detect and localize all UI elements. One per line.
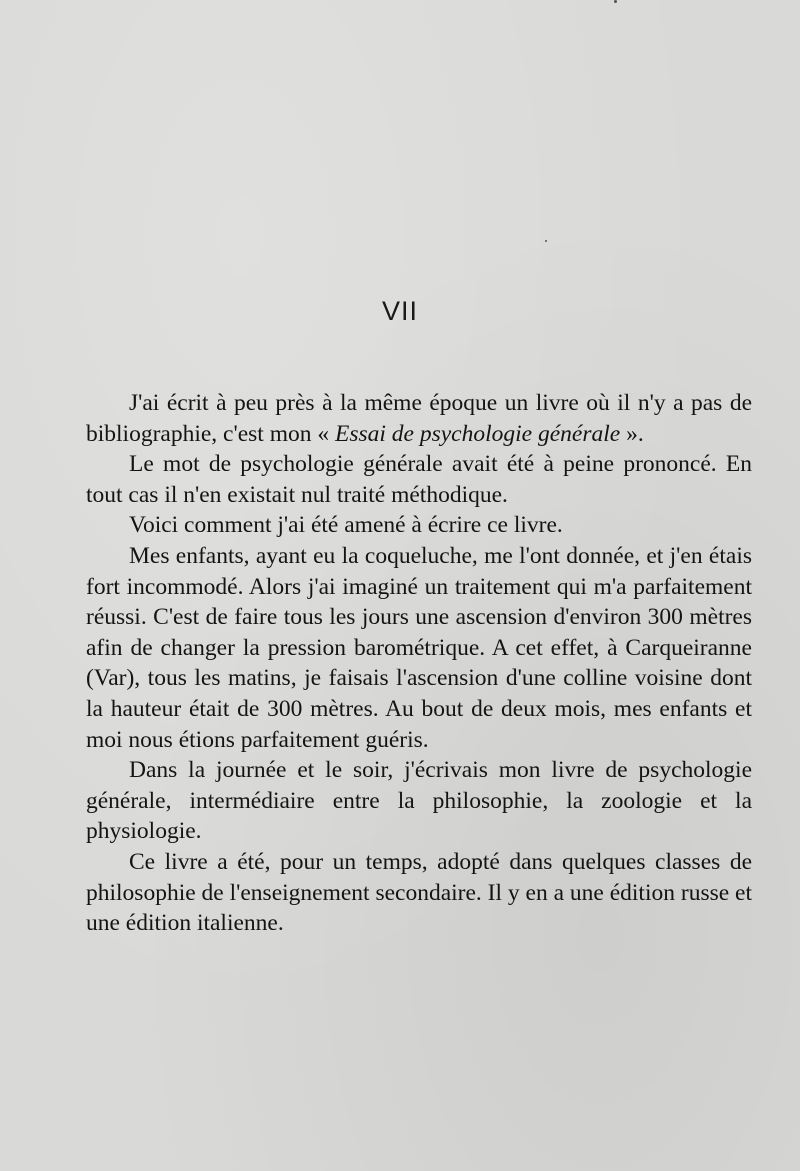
paragraph-essai [86,388,752,449]
paragraph-mot: Le mot de psychologie générale avait été à peine prononcé. En tout cas il n'en existait nul traité méthodique. [86,451,752,508]
chapter-number: VII [381,296,418,326]
chapter-body [86,388,752,939]
book-title-essai: Essai de psychologie générale [334,420,621,447]
paragraph-voici: Voici comment j'ai été amené à écrire ce livre. [129,512,563,539]
paragraph-coqueluche: Mes enfants, ayant eu la coqueluche, me l'ont donnée, et j'en étais fort incommodé. Alors j'ai imaginé un traitement qui m'a parfaitement réussi. C'est de faire tous les jours une ascension d'environ 300 mètres afin de changer la pression barométrique. A cet effet, à Carqueiranne (Var), tous les matins, je faisais l'ascension d'une colline voisine dont la hauteur était de 300 mètres. Au bout de deux mois, mes enfants et moi nous étions parfaitement guéris. [86,542,752,753]
paragraph-livre: Ce livre a été, pour un temps, adopté dans quelques classes de philosophie de l'enseignement secondaire. Il y en a une édition russe et une édition italienne. [86,848,752,937]
paragraph-essai-start: J'ai écrit à peu près à la même époque un livre où il n'y a pas de bibliographie, c'est mon « [86,390,752,447]
paragraph-journee: Dans la journée et le soir, j'écrivais mon livre de psychologie générale, intermédiaire entre la philosophie, la zoologie et la physiologie. [86,757,752,845]
paper-speck [614,0,617,3]
paragraph-essai-end: ». [620,420,644,447]
paper-speck [545,240,547,242]
